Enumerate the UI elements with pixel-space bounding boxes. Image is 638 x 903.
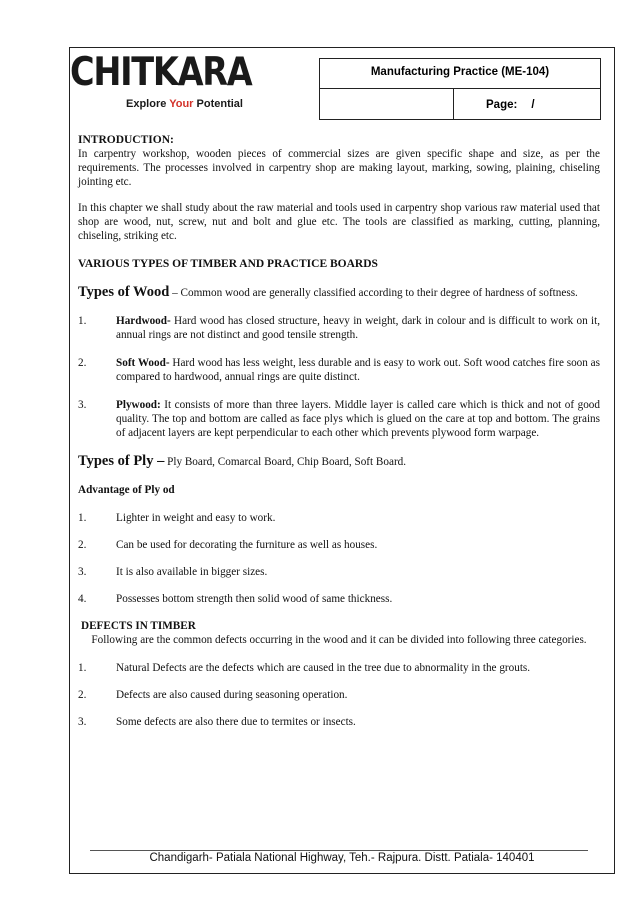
types-of-wood-line: Types of Wood – Common wood are generally classified according to their degree of hardness of softness.: [78, 284, 578, 300]
types-of-ply-title: Types of Ply –: [78, 453, 165, 469]
list-item: 2. Defects are also caused during seasoning operation.: [78, 689, 348, 701]
defects-heading: DEFECTS IN TIMBER: [81, 620, 196, 632]
types-of-ply-line: Types of Ply – Ply Board, Comarcal Board, Chip Board, Soft Board.: [78, 453, 407, 469]
list-item: 2. Can be used for decorating the furniture as well as houses.: [78, 539, 378, 551]
advantage-heading: Advantage of Ply od: [78, 484, 175, 496]
defects-intro: Following are the common defects occurring in the wood and it can be divided into following three categories.: [91, 634, 587, 646]
list-item: 1. Natural Defects are the defects which are caused in the tree due to abnormality in the grouts.: [78, 662, 531, 674]
list-item: 4. Possesses bottom strength then solid wood of same thickness.: [78, 593, 393, 605]
footer-divider: [90, 850, 588, 851]
header-row-page: [320, 89, 600, 120]
page-value: /: [531, 98, 535, 111]
page-number-cell: [454, 89, 600, 120]
logo-wordmark: CHITKARA: [70, 50, 252, 95]
wood-item-hardwood: 1. Hardwood- Hard wood has closed structure, heavy in weight, dark in colour and is difficult to work on it, annual rings are not distinct and good tensile strength.: [78, 315, 600, 341]
page-label: Page:: [486, 98, 518, 111]
header-empty-cell: [320, 89, 454, 120]
document-body: [78, 133, 600, 742]
chitkara-logo: [70, 50, 270, 110]
tagline-accent: Your: [169, 98, 194, 110]
logo-tagline: Explore Your Potential: [126, 98, 243, 110]
types-of-wood-title: Types of Wood: [78, 284, 170, 300]
course-title: Manufacturing Practice (ME-104): [320, 59, 600, 89]
various-types-heading: VARIOUS TYPES OF TIMBER AND PRACTICE BOARDS: [78, 258, 378, 270]
introduction-heading: INTRODUCTION:: [78, 134, 174, 146]
list-item: 3. It is also available in bigger sizes.: [78, 566, 268, 578]
intro-paragraph-2: In this chapter we shall study about the raw material and tools used in carpentry shop various raw material used that shop are wood, nut, screw, nut and bolt and glue etc. The tools are classified as marking, cutting, planning, chiseling, striking etc.: [78, 202, 600, 242]
list-item: 1. Lighter in weight and easy to work.: [78, 512, 276, 524]
intro-paragraph-1: In carpentry workshop, wooden pieces of commercial sizes are given specific shape and size, as per the requirements. The processes involved in carpentry shop are making layout, marking, sowing, plaining, chiseling jointing etc.: [78, 148, 600, 188]
wood-item-softwood: 2. Soft Wood- Hard wood has less weight, less durable and is easy to work out. Soft wood catches fire soon as compared to hardwood, annual rings are quite distinct.: [78, 357, 600, 383]
footer-address: Chandigarh- Patiala National Highway, Teh.- Rajpura. Distt. Patiala- 140401: [149, 852, 535, 864]
list-item: 3. Some defects are also there due to termites or insects.: [78, 716, 356, 728]
header-table: [319, 58, 601, 120]
wood-item-plywood: 3. Plywood: It consists of more than three layers. Middle layer is called care which is thick and not of good quality. The top and bottom are called as face plys which is glued on the care at top and bottom. The grains of adjacent layers are kept perpendicular to each other which prevents plywood form warpage.: [78, 399, 600, 439]
